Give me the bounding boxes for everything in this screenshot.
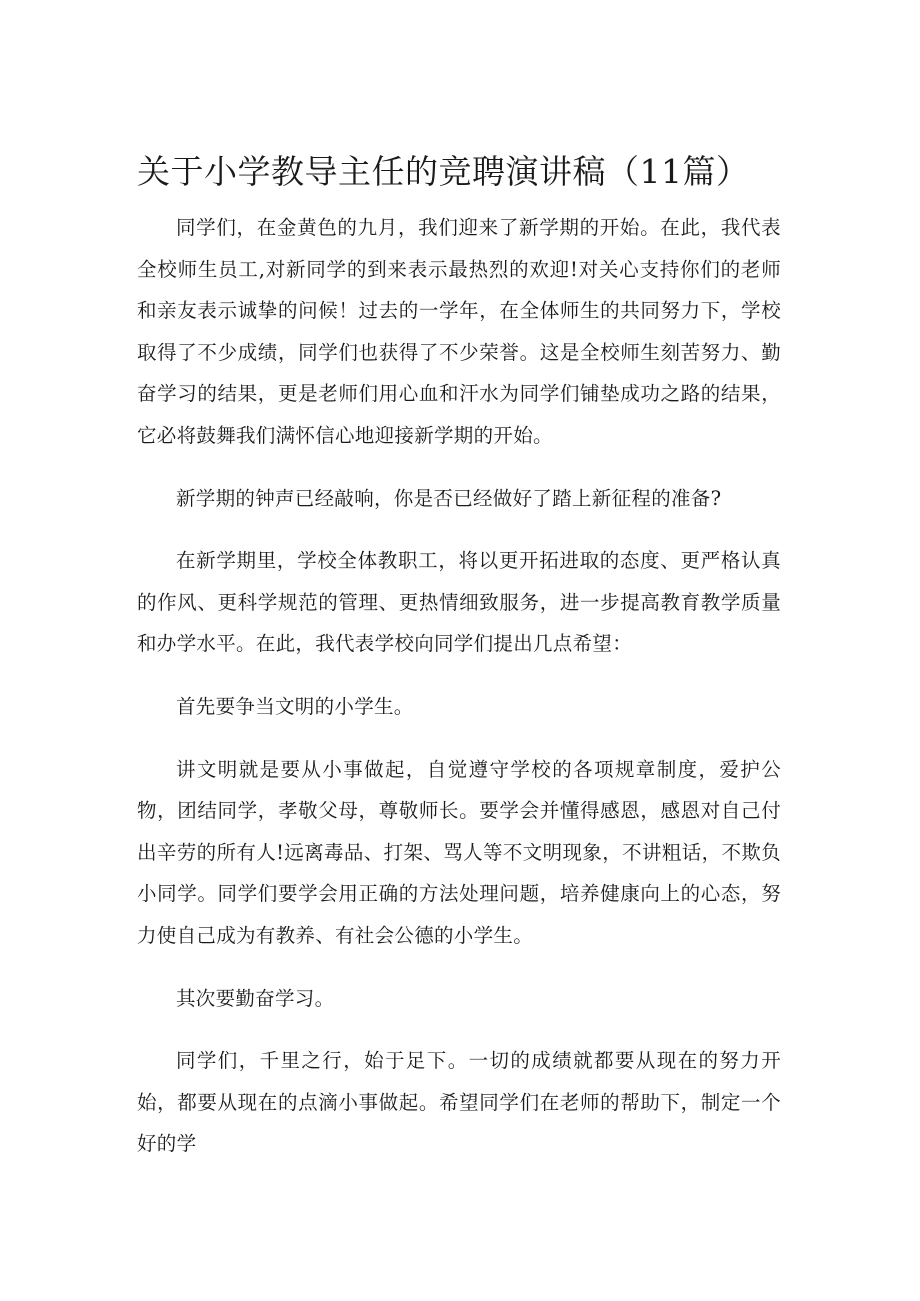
document-title: 关于小学教导主任的竞聘演讲稿（11篇）: [137, 152, 750, 191]
paragraph: 同学们，在金黄色的九月，我们迎来了新学期的开始。在此，我代表全校师生员工,对新同学的到来表示最热烈的欢迎!对关心支持你们的老师和亲友表示诚挚的问候！过去的一学年，在全体师生的共同努力下，学校取得了不少成绩，同学们也获得了不少荣誉。这是全校师生刻苦努力、勤奋学习的结果，更是老师们用心血和汗水为同学们铺垫成功之路的结果，它必将鼓舞我们满怀信心地迎接新学期的开始。: [137, 216, 781, 447]
paragraph: 在新学期里，学校全体教职工，将以更开拓进取的态度、更严格认真的作风、更科学规范的管理、更热情细致服务，进一步提高教育教学质量和办学水平。在此，我代表学校向同学们提出几点希望：: [137, 549, 781, 656]
document-body: [137, 207, 781, 1186]
paragraph: 同学们，千里之行，始于足下。一切的成绩就都要从现在的努力开始，都要从现在的点滴小事做起。希望同学们在老师的帮助下，制定一个好的学: [137, 1049, 781, 1156]
paragraph: 首先要争当文明的小学生。: [176, 694, 414, 718]
paragraph: 讲文明就是要从小事做起，自觉遵守学校的各项规章制度，爱护公物，团结同学，孝敬父母，尊敬师长。要学会并懂得感恩，感恩对自己付出辛劳的所有人!远离毒品、打架、骂人等不文明现象，不讲粗话，不欺负小同学。同学们要学会用正确的方法处理问题，培养健康向上的心态，努力使自己成为有教养、有社会公德的小学生。: [137, 757, 781, 947]
paragraph: 新学期的钟声已经敲响，你是否已经做好了踏上新征程的准备?: [176, 486, 722, 510]
paragraph: 其次要勤奋学习。: [176, 986, 335, 1010]
